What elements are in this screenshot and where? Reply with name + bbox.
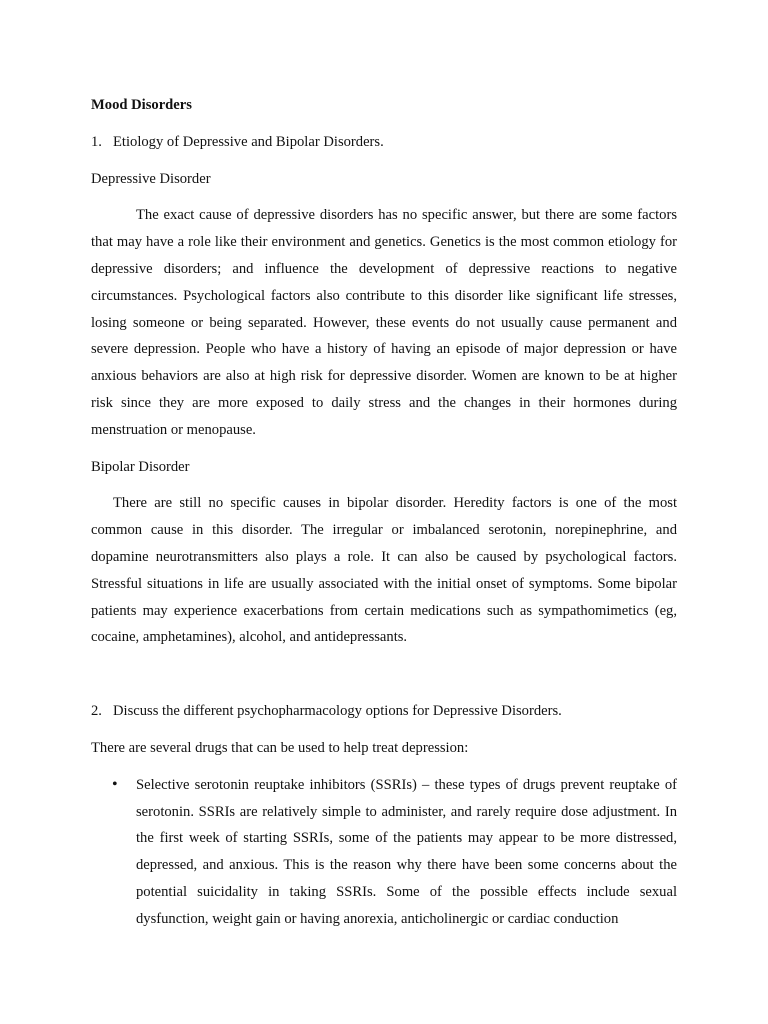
depressive-disorder-paragraph: The exact cause of depressive disorders has no specific answer, but there are some factors that may have a role like their environment and genetics. Genetics is the most common etiology for depressive disorders; and influence the development of depressive reactions to negative circumstances. Psychological factors also contribute to this disorder like significant life stresses, losing someone or being separated. However, these events do not usually cause permanent and severe depression. People who have a history of having an episode of major depression or have anxious behaviors are also at high risk for depressive disorder. Women are known to be at higher risk since they are more exposed to daily stress and the changes in their hormones during menstruation or menopause. (91, 207, 677, 438)
document-title: Mood Disorders (91, 97, 192, 113)
list-item-text: Selective serotonin reuptake inhibitors (SSRIs) – these types of drugs prevent reuptake of serotonin. SSRIs are relatively simple to administer, and rarely require dose adjustment. In the first week of starting SSRIs, some of the patients may appear to be more distressed, depressed, and anxious. This is the reason why there have been some concerns about the potential suicidality in taking SSRIs. Some of the possible effects include sexual dysfunction, weight gain or having anorexia, anticholinergic or cardiac conduction (136, 776, 677, 927)
section-1-heading-text: Etiology of Depressive and Bipolar Disorders. (113, 133, 384, 150)
section-2-number: 2. (91, 703, 102, 720)
bullet-marker: • (112, 775, 118, 793)
section-2-intro: There are several drugs that can be used to help treat depression: (91, 739, 469, 756)
section-1-heading (91, 129, 677, 156)
section-spacer (91, 661, 677, 698)
bipolar-disorder-heading: Bipolar Disorder (91, 458, 190, 475)
drug-list (91, 772, 677, 933)
depressive-disorder-heading: Depressive Disorder (91, 170, 211, 187)
document-page (91, 92, 677, 933)
section-2-heading (91, 698, 677, 725)
section-1-number: 1. (91, 133, 102, 150)
bipolar-disorder-paragraph: There are still no specific causes in bipolar disorder. Heredity factors is one of the most common cause in this disorder. The irregular or imbalanced serotonin, norepinephrine, and dopamine neurotransmitters also plays a role. It can also be caused by psychological factors. Stressful situations in life are usually associated with the initial onset of symptoms. Some bipolar patients may experience exacerbations from certain medications such as sympathomimetics (eg, cocaine, amphetamines), alcohol, and antidepressants. (91, 495, 677, 646)
section-2-heading-text: Discuss the different psychopharmacology options for Depressive Disorders. (113, 703, 562, 720)
list-item (91, 772, 677, 933)
